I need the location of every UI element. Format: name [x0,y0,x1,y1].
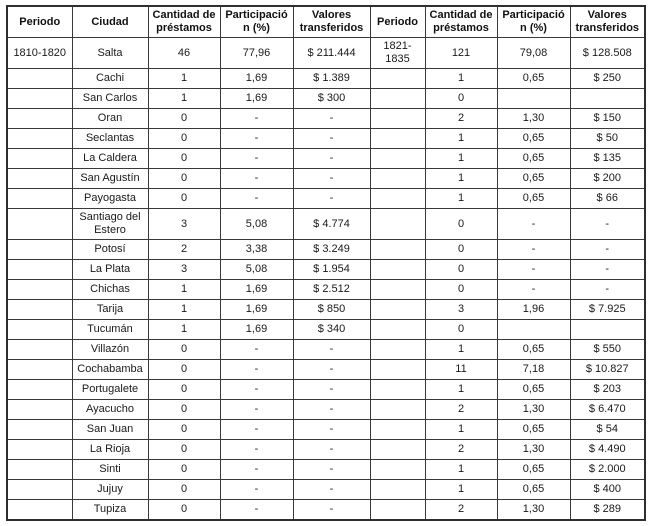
table-row [7,460,645,480]
table-cell [7,440,72,460]
table-cell: 2 [425,109,497,129]
table-head [7,6,645,38]
table-body [7,38,645,521]
column-header: Cantidad de préstamos [148,6,220,38]
table-cell: La Plata [72,260,148,280]
table-cell [7,149,72,169]
table-cell [7,420,72,440]
table-cell [7,400,72,420]
table-cell: - [220,129,293,149]
table-cell: 0 [148,360,220,380]
table-cell [370,89,425,109]
table-cell [370,440,425,460]
table-cell: - [220,109,293,129]
table-cell: $ 128.508 [570,38,645,69]
table-cell: $ 7.925 [570,300,645,320]
table-cell: 0 [148,129,220,149]
column-header: Ciudad [72,6,148,38]
table-row [7,400,645,420]
table-cell: Jujuy [72,480,148,500]
table-cell: 1,30 [497,440,570,460]
table-cell: 1,69 [220,280,293,300]
table-row [7,500,645,521]
table-cell: 1821-1835 [370,38,425,69]
table-cell: - [220,480,293,500]
table-cell: 1 [425,189,497,209]
table-row [7,89,645,109]
table-cell [370,209,425,240]
table-cell: 0 [425,240,497,260]
table-cell [370,69,425,89]
table-cell: 1 [425,380,497,400]
table-cell: $ 66 [570,189,645,209]
table-cell [7,280,72,300]
table-cell: 1,69 [220,300,293,320]
table-row [7,69,645,89]
table-cell [7,300,72,320]
table-cell: $ 10.827 [570,360,645,380]
table-cell: 0,65 [497,460,570,480]
table-cell: 0 [148,380,220,400]
table-row [7,300,645,320]
table-cell: La Rioja [72,440,148,460]
table-cell: 0,65 [497,189,570,209]
table-cell: - [293,400,370,420]
table-cell: - [293,420,370,440]
table-row [7,149,645,169]
table-cell [7,169,72,189]
table-cell: 0 [148,480,220,500]
table-cell: 1 [425,149,497,169]
column-header: Periodo [370,6,425,38]
table-cell: - [293,480,370,500]
table-row [7,440,645,460]
table-cell: 1 [148,320,220,340]
table-row [7,420,645,440]
table-cell: 3 [148,209,220,240]
table-cell: - [293,500,370,521]
table-cell: 1810-1820 [7,38,72,69]
table-cell: $ 850 [293,300,370,320]
table-cell: $ 211.444 [293,38,370,69]
table-cell: - [220,340,293,360]
table-cell: 1,30 [497,500,570,521]
table-cell: $ 289 [570,500,645,521]
table-cell: 46 [148,38,220,69]
table-cell: $ 54 [570,420,645,440]
table-row [7,340,645,360]
table-cell: Payogasta [72,189,148,209]
table-cell: 1 [148,300,220,320]
table-row [7,169,645,189]
column-header: Cantidad de préstamos [425,6,497,38]
table-cell: 0,65 [497,480,570,500]
table-cell [7,460,72,480]
table-cell: - [293,340,370,360]
table-cell [7,129,72,149]
table-cell: - [220,500,293,521]
table-cell [7,360,72,380]
table-cell: - [570,240,645,260]
table-cell [370,320,425,340]
column-header: Participación (%) [497,6,570,38]
table-row [7,480,645,500]
column-header: Valores transferidos [570,6,645,38]
table-cell [370,189,425,209]
table-cell: - [220,360,293,380]
table-cell [7,340,72,360]
table-cell [370,340,425,360]
table-cell: 1 [425,169,497,189]
table-cell: 121 [425,38,497,69]
table-cell: 0,65 [497,129,570,149]
table-cell: - [497,260,570,280]
table-cell: 2 [425,400,497,420]
loans-table [6,5,646,521]
table-cell: 0 [148,169,220,189]
table-cell [370,380,425,400]
table-cell: 0 [425,260,497,280]
table-cell: - [293,440,370,460]
table-row [7,209,645,240]
table-cell: - [293,109,370,129]
table-cell: $ 3.249 [293,240,370,260]
table-cell: - [220,440,293,460]
table-cell: - [220,169,293,189]
table-cell: - [293,460,370,480]
table-cell [370,109,425,129]
table-cell: 0,65 [497,149,570,169]
table-cell: 0 [425,209,497,240]
table-cell: $ 550 [570,340,645,360]
table-cell: Oran [72,109,148,129]
table-cell: Tarija [72,300,148,320]
table-cell: Tucumán [72,320,148,340]
table-cell: Sinti [72,460,148,480]
table-cell [370,240,425,260]
table-cell: $ 4.490 [570,440,645,460]
table-cell: - [293,129,370,149]
table-cell: - [220,460,293,480]
table-cell [7,240,72,260]
table-cell [7,209,72,240]
table-row [7,260,645,280]
table-cell [7,320,72,340]
table-cell: - [220,420,293,440]
table-cell: - [220,400,293,420]
table-cell: - [570,209,645,240]
table-cell: $ 300 [293,89,370,109]
table-cell: $ 4.774 [293,209,370,240]
table-row [7,280,645,300]
table-cell: 0 [148,420,220,440]
table-cell: - [220,149,293,169]
table-cell [370,280,425,300]
table-cell [7,500,72,521]
table-cell: 0 [148,400,220,420]
column-header: Periodo [7,6,72,38]
table-cell: 1 [425,480,497,500]
table-cell: - [293,149,370,169]
table-cell [370,500,425,521]
table-cell [7,380,72,400]
table-cell: 0 [148,109,220,129]
table-cell: $ 203 [570,380,645,400]
table-cell: $ 250 [570,69,645,89]
table-cell [7,189,72,209]
table-cell: 0 [148,460,220,480]
table-cell: 0 [148,149,220,169]
table-cell: Santiago del Estero [72,209,148,240]
table-cell: 0 [148,500,220,521]
table-cell: 79,08 [497,38,570,69]
table-cell: $ 6.470 [570,400,645,420]
table-cell: Cachi [72,69,148,89]
table-cell: - [220,189,293,209]
table-cell: 1 [425,340,497,360]
column-header: Valores transferidos [293,6,370,38]
table-cell: $ 1.954 [293,260,370,280]
table-cell: $ 340 [293,320,370,340]
table-cell: $ 150 [570,109,645,129]
table-cell: 1,96 [497,300,570,320]
table-cell: 0,65 [497,169,570,189]
table-cell: San Juan [72,420,148,440]
table-cell: Seclantas [72,129,148,149]
table-cell: 0,65 [497,420,570,440]
table-cell: 1 [148,89,220,109]
table-cell: 1 [425,69,497,89]
table-cell [370,420,425,440]
table-cell: 2 [425,500,497,521]
table-cell: 0 [425,89,497,109]
table-cell: 5,08 [220,209,293,240]
table-row [7,189,645,209]
table-cell: - [220,380,293,400]
table-cell: 0 [425,320,497,340]
table-cell: 0 [148,189,220,209]
table-cell: 3,38 [220,240,293,260]
table-cell: $ 50 [570,129,645,149]
table-cell [497,320,570,340]
table-cell [7,89,72,109]
table-cell: - [293,360,370,380]
table-row [7,380,645,400]
table-cell: 2 [425,440,497,460]
table-cell: Portugalete [72,380,148,400]
table-cell [497,89,570,109]
table-row [7,240,645,260]
table-cell: - [293,189,370,209]
table-cell: $ 2.000 [570,460,645,480]
table-cell [370,129,425,149]
table-cell [7,260,72,280]
table-cell: 0,65 [497,69,570,89]
table-cell: Villazón [72,340,148,360]
table-cell: 1 [425,460,497,480]
table-row [7,360,645,380]
table-cell: Potosí [72,240,148,260]
table-cell: - [293,380,370,400]
table-cell: 0 [148,440,220,460]
table-cell: 1 [425,420,497,440]
table-row [7,38,645,69]
table-cell: Salta [72,38,148,69]
table-cell: - [497,280,570,300]
table-cell [7,480,72,500]
table-cell [370,460,425,480]
table-cell: 1,30 [497,400,570,420]
table-cell: 7,18 [497,360,570,380]
table-cell: San Carlos [72,89,148,109]
header-row [7,6,645,38]
table-cell [570,320,645,340]
table-cell: $ 400 [570,480,645,500]
table-cell: 1 [148,69,220,89]
table-cell: 1,30 [497,109,570,129]
table-cell [370,400,425,420]
table-cell [7,69,72,89]
table-cell: Cochabamba [72,360,148,380]
table-cell [570,89,645,109]
table-cell: 5,08 [220,260,293,280]
table-cell: 3 [148,260,220,280]
table-cell [370,169,425,189]
table-cell: 1,69 [220,89,293,109]
table-cell: 1,69 [220,320,293,340]
table-cell: $ 200 [570,169,645,189]
table-cell: 2 [148,240,220,260]
table-cell [370,149,425,169]
table-row [7,129,645,149]
table-cell: 0,65 [497,340,570,360]
table-cell: 0 [425,280,497,300]
table-cell: 11 [425,360,497,380]
table-cell [370,300,425,320]
table-cell: 1 [425,129,497,149]
table-cell: $ 1.389 [293,69,370,89]
table-cell: 1,69 [220,69,293,89]
table-cell: $ 135 [570,149,645,169]
table-cell: 0,65 [497,380,570,400]
table-cell [370,360,425,380]
table-cell [7,109,72,129]
table-cell: 1 [148,280,220,300]
table-cell: Tupiza [72,500,148,521]
column-header: Participación (%) [220,6,293,38]
table-cell: Chichas [72,280,148,300]
table-row [7,320,645,340]
table-cell: 0 [148,340,220,360]
table-cell: 77,96 [220,38,293,69]
table-cell: 3 [425,300,497,320]
table-cell: La Caldera [72,149,148,169]
table-cell: - [293,169,370,189]
table-cell [370,480,425,500]
table-cell: Ayacucho [72,400,148,420]
table-cell: - [570,280,645,300]
table-cell: San Agustín [72,169,148,189]
table-cell: - [497,240,570,260]
table-cell [370,260,425,280]
table-cell: $ 2.512 [293,280,370,300]
table-cell: - [570,260,645,280]
table-cell: - [497,209,570,240]
table-row [7,109,645,129]
